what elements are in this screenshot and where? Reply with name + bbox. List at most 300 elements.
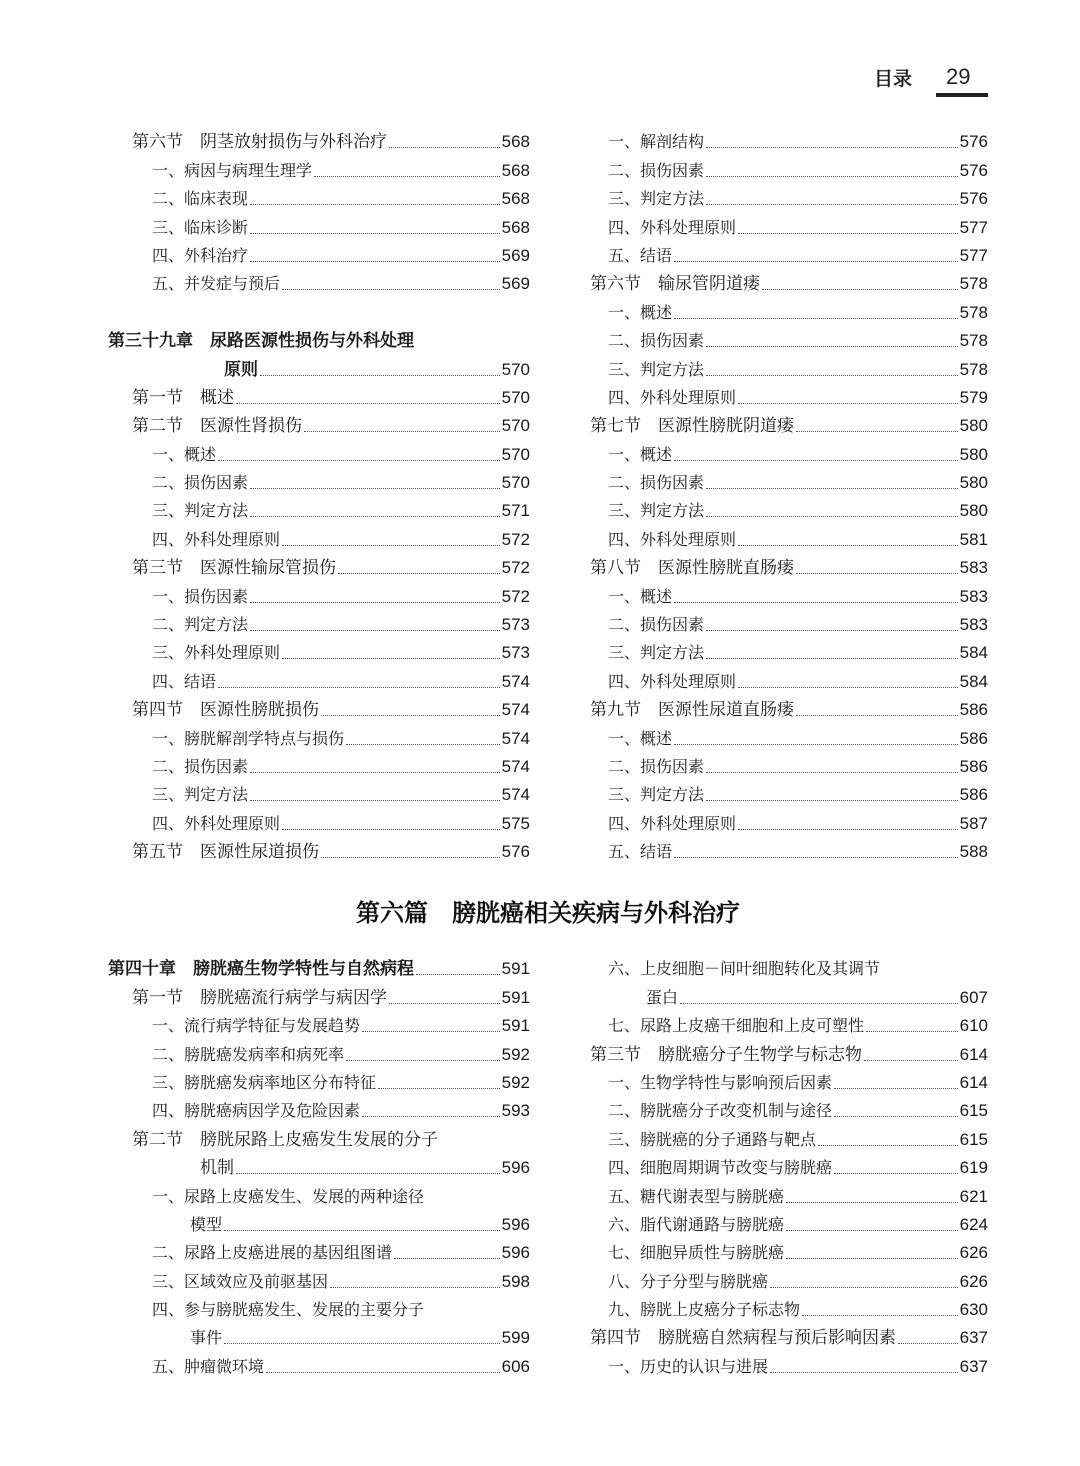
toc-entry-title: 一、病因与病理生理学 <box>152 160 313 180</box>
toc-page-number: 573 <box>501 615 530 635</box>
toc-entry-title: 三、判定方法 <box>152 785 249 805</box>
toc-page-number: 598 <box>501 1271 530 1291</box>
toc-page-number: 574 <box>501 671 530 691</box>
toc-item <box>590 777 988 805</box>
toc-item <box>108 1348 530 1376</box>
dot-leader <box>416 974 500 975</box>
dot-leader <box>250 630 500 631</box>
toc-page-number: 588 <box>959 842 988 862</box>
toc-page-number: 619 <box>959 1158 988 1178</box>
toc-item <box>590 607 988 635</box>
toc-item <box>108 266 530 294</box>
toc-item <box>590 152 988 180</box>
toc-entry-title: 五、肿瘤微环境 <box>152 1356 265 1376</box>
dot-leader <box>706 800 958 801</box>
toc-page-number: 584 <box>959 643 988 663</box>
toc-entry-title: 五、糖代谢表型与膀胱癌 <box>608 1186 785 1206</box>
toc-section <box>590 692 988 720</box>
toc-page-number: 614 <box>959 1072 988 1092</box>
toc-section-continuation <box>108 1150 530 1178</box>
toc-item <box>108 238 530 266</box>
toc-page-number: 615 <box>959 1129 988 1149</box>
toc-entry-title: 六、上皮细胞－间叶细胞转化及其调节 <box>608 959 881 979</box>
toc-entry-title: 第九节 医源性尿道直肠瘘 <box>590 700 794 721</box>
dot-leader <box>674 857 958 858</box>
toc-page-number: 580 <box>959 416 988 436</box>
toc-item <box>590 521 988 549</box>
toc-chapter <box>108 951 530 979</box>
dot-leader <box>236 1173 500 1174</box>
dot-leader <box>898 1343 958 1344</box>
dot-leader <box>796 431 958 432</box>
toc-item <box>108 1263 530 1291</box>
toc-page-number: 571 <box>501 501 530 521</box>
dot-leader <box>706 176 958 177</box>
dot-leader <box>770 1287 958 1288</box>
dot-leader <box>762 289 958 290</box>
toc-entry-title: 九、膀胱上皮癌分子标志物 <box>608 1300 801 1320</box>
toc-entry-title: 第四十章 膀胱癌生物学特性与自然病程 <box>108 959 414 980</box>
toc-entry-title: 第四节 医源性膀胱损伤 <box>132 700 319 721</box>
toc-section <box>108 1121 530 1149</box>
toc-item <box>108 1178 530 1206</box>
toc-entry-title: 第一节 膀胱癌流行病学与病因学 <box>132 987 387 1008</box>
toc-entry-title: 第六节 输尿管阴道瘘 <box>590 274 760 295</box>
toc-page-number: 606 <box>501 1356 530 1376</box>
toc-column-bottom-right <box>590 951 988 1377</box>
toc-entry-title: 一、概述 <box>152 444 217 464</box>
dot-leader <box>706 772 958 773</box>
toc-entry-title: 一、膀胱解剖学特点与损伤 <box>152 728 345 748</box>
toc-section <box>590 1036 988 1064</box>
toc-item <box>590 351 988 379</box>
toc-page-number: 596 <box>501 1158 530 1178</box>
toc-page-number: 569 <box>501 274 530 294</box>
dot-leader <box>224 1230 500 1231</box>
toc-entry-title: 二、损伤因素 <box>608 160 705 180</box>
toc-item <box>108 805 530 833</box>
toc-entry-title: 第四节 膀胱癌自然病程与预后影响因素 <box>590 1328 896 1349</box>
toc-entry-title: 五、并发症与预后 <box>152 274 281 294</box>
toc-entry-title: 事件 <box>190 1328 223 1348</box>
toc-item <box>590 635 988 663</box>
dot-leader <box>834 1116 958 1117</box>
toc-entry-title: 三、判定方法 <box>608 643 705 663</box>
toc-entry-title: 二、判定方法 <box>152 615 249 635</box>
toc-entry-title: 三、外科处理原则 <box>152 643 281 663</box>
toc-page-number: 572 <box>501 558 530 578</box>
toc-entry-title: 一、解剖结构 <box>608 132 705 152</box>
toc-item <box>590 1178 988 1206</box>
toc-section <box>108 692 530 720</box>
dot-leader <box>706 516 958 517</box>
toc-entry-title: 第一节 概述 <box>132 387 234 408</box>
toc-page-number: 578 <box>959 302 988 322</box>
dot-leader <box>706 375 958 376</box>
toc-entry-title: 一、概述 <box>608 586 673 606</box>
toc-page-number: 568 <box>501 217 530 237</box>
toc-item <box>108 607 530 635</box>
toc-entry-title: 四、细胞周期调节改变与膀胱癌 <box>608 1158 833 1178</box>
toc-page-number: 596 <box>501 1214 530 1234</box>
toc-entry-title: 第七节 医源性膀胱阴道瘘 <box>590 416 794 437</box>
toc-item <box>590 1150 988 1178</box>
toc-entry-title: 三、判定方法 <box>152 501 249 521</box>
toc-item-continuation <box>590 979 988 1007</box>
toc-entry-title: 模型 <box>190 1214 223 1234</box>
toc-entry-title: 四、外科处理原则 <box>608 529 737 549</box>
dot-leader <box>250 488 500 489</box>
toc-item <box>590 1121 988 1149</box>
toc-page-number: 615 <box>959 1101 988 1121</box>
page-number: 29 <box>946 64 971 89</box>
toc-page-number: 576 <box>501 842 530 862</box>
dot-leader <box>282 545 500 546</box>
toc-item <box>590 1065 988 1093</box>
toc-page-number: 568 <box>501 160 530 180</box>
toc-page-number: 586 <box>959 756 988 776</box>
toc-entry-title: 第三节 医源性输尿管损伤 <box>132 558 336 579</box>
toc-item <box>590 578 988 606</box>
toc-column-bottom-left <box>108 951 530 1377</box>
dot-leader <box>802 1315 958 1316</box>
toc-page-number: 626 <box>959 1271 988 1291</box>
toc-section <box>590 550 988 578</box>
toc-entry-title: 三、临床诊断 <box>152 217 249 237</box>
toc-entry-title: 一、损伤因素 <box>152 586 249 606</box>
toc-item <box>108 1065 530 1093</box>
toc-item <box>108 1235 530 1263</box>
toc-item <box>108 152 530 180</box>
toc-page-number: 574 <box>501 785 530 805</box>
toc-item <box>590 720 988 748</box>
dot-leader <box>346 744 500 745</box>
toc-item <box>108 1093 530 1121</box>
toc-item <box>108 1008 530 1036</box>
toc-entry-title: 三、膀胱癌发病率地区分布特征 <box>152 1072 377 1092</box>
toc-item <box>590 124 988 152</box>
dot-leader <box>738 233 958 234</box>
toc-entry-title: 第三十九章 尿路医源性损伤与外科处理 <box>108 331 414 352</box>
toc-section <box>590 266 988 294</box>
toc-page-number: 581 <box>959 529 988 549</box>
toc-item <box>590 834 988 862</box>
dot-leader <box>786 1202 958 1203</box>
dot-leader <box>706 630 958 631</box>
toc-page-number: 591 <box>501 959 530 979</box>
dot-leader <box>314 176 500 177</box>
toc-entry-title: 四、外科处理原则 <box>608 671 737 691</box>
toc-section <box>108 124 530 152</box>
toc-page-number: 624 <box>959 1214 988 1234</box>
toc-entry-title: 四、膀胱癌病因学及危险因素 <box>152 1101 361 1121</box>
toc-section <box>590 1320 988 1348</box>
toc-page-number: 583 <box>959 615 988 635</box>
dot-leader <box>796 573 958 574</box>
toc-gap <box>108 294 530 322</box>
toc-page-number: 626 <box>959 1243 988 1263</box>
toc-item <box>590 493 988 521</box>
toc-entry-title: 三、判定方法 <box>608 501 705 521</box>
dot-leader <box>674 261 958 262</box>
toc-page-number: 596 <box>501 1243 530 1263</box>
toc-entry-title: 二、膀胱癌分子改变机制与途径 <box>608 1101 833 1121</box>
dot-leader <box>250 204 500 205</box>
toc-item <box>108 749 530 777</box>
toc-item <box>108 209 530 237</box>
toc-page-number: 577 <box>959 245 988 265</box>
toc-item <box>108 465 530 493</box>
dot-leader <box>266 1372 500 1373</box>
dot-leader <box>378 1088 500 1089</box>
toc-page-number: 583 <box>959 586 988 606</box>
toc-page-number: 621 <box>959 1186 988 1206</box>
toc-item-continuation <box>108 1320 530 1348</box>
toc-entry-title: 第五节 医源性尿道损伤 <box>132 842 319 863</box>
toc-page-number: 607 <box>959 987 988 1007</box>
toc-item <box>590 294 988 322</box>
dot-leader <box>338 573 500 574</box>
toc-entry-title: 四、外科处理原则 <box>608 217 737 237</box>
toc-entry-title: 二、损伤因素 <box>608 615 705 635</box>
toc-section <box>108 979 530 1007</box>
toc-item <box>590 663 988 691</box>
dot-leader <box>346 1060 500 1061</box>
dot-leader <box>224 1343 500 1344</box>
toc-entry-title: 七、尿路上皮癌干细胞和上皮可塑性 <box>608 1016 865 1036</box>
toc-page-number: 579 <box>959 387 988 407</box>
toc-page-number: 576 <box>959 132 988 152</box>
toc-item <box>590 1292 988 1320</box>
toc-page-number: 591 <box>501 1016 530 1036</box>
toc-item <box>108 663 530 691</box>
toc-page-number: 580 <box>959 501 988 521</box>
dot-leader <box>864 1060 958 1061</box>
dot-leader <box>786 1230 958 1231</box>
dot-leader <box>738 545 958 546</box>
toc-entry-title: 五、结语 <box>608 842 673 862</box>
toc-entry-title: 二、尿路上皮癌进展的基因组图谱 <box>152 1243 393 1263</box>
toc-page-number: 587 <box>959 813 988 833</box>
toc-page-number: 637 <box>959 1328 988 1348</box>
toc-entry-title: 四、外科处理原则 <box>608 813 737 833</box>
toc-item <box>590 209 988 237</box>
toc-page-number: 576 <box>959 160 988 180</box>
toc-entry-title: 三、判定方法 <box>608 189 705 209</box>
toc-page-number: 592 <box>501 1044 530 1064</box>
toc-entry-title: 二、损伤因素 <box>152 756 249 776</box>
toc-entry-title: 一、概述 <box>608 302 673 322</box>
toc-entry-title: 第三节 膀胱癌分子生物学与标志物 <box>590 1044 862 1065</box>
dot-leader <box>330 1287 500 1288</box>
toc-item-continuation <box>108 1207 530 1235</box>
toc-section <box>108 380 530 408</box>
toc-page-number: 570 <box>501 416 530 436</box>
dot-leader <box>674 460 958 461</box>
dot-leader <box>786 1258 958 1259</box>
toc-item <box>108 635 530 663</box>
toc-entry-title: 原则 <box>224 359 258 380</box>
dot-leader <box>834 1088 958 1089</box>
toc-page-number: 573 <box>501 643 530 663</box>
dot-leader <box>236 403 500 404</box>
toc-entry-title: 三、膀胱癌的分子通路与靶点 <box>608 1129 817 1149</box>
toc-item <box>108 1036 530 1064</box>
toc-entry-title: 四、结语 <box>152 671 217 691</box>
toc-section <box>108 834 530 862</box>
toc-item <box>108 777 530 805</box>
toc-entry-title: 一、概述 <box>608 444 673 464</box>
toc-item <box>108 521 530 549</box>
dot-leader <box>674 318 958 319</box>
toc-entry-title: 三、判定方法 <box>608 359 705 379</box>
dot-leader <box>250 516 500 517</box>
toc-page-number: 569 <box>501 245 530 265</box>
toc-page-number: 577 <box>959 217 988 237</box>
toc-column-top-right <box>590 124 988 862</box>
toc-section <box>108 408 530 436</box>
toc-page-number: 614 <box>959 1044 988 1064</box>
dot-leader <box>250 772 500 773</box>
toc-item <box>590 465 988 493</box>
dot-leader <box>389 147 500 148</box>
toc-page-number: 586 <box>959 700 988 720</box>
dot-leader <box>321 857 500 858</box>
dot-leader <box>738 403 958 404</box>
toc-item <box>590 181 988 209</box>
dot-leader <box>796 715 958 716</box>
dot-leader <box>218 460 500 461</box>
toc-item <box>590 323 988 351</box>
toc-section <box>590 408 988 436</box>
toc-entry-title: 四、外科处理原则 <box>608 387 737 407</box>
dot-leader <box>250 602 500 603</box>
toc-page-number: 574 <box>501 728 530 748</box>
toc-entry-title: 七、细胞异质性与膀胱癌 <box>608 1243 785 1263</box>
toc-entry-title: 五、结语 <box>608 245 673 265</box>
dot-leader <box>674 602 958 603</box>
toc-page-number: 583 <box>959 558 988 578</box>
toc-page-number: 570 <box>501 359 530 379</box>
toc-page-number: 599 <box>501 1328 530 1348</box>
toc-entry-title: 二、损伤因素 <box>608 756 705 776</box>
dot-leader <box>770 1372 958 1373</box>
toc-page-number: 572 <box>501 586 530 606</box>
toc-page-number: 637 <box>959 1356 988 1376</box>
toc-item <box>590 1235 988 1263</box>
toc-item <box>590 1008 988 1036</box>
toc-item <box>108 1292 530 1320</box>
dot-leader <box>389 1003 500 1004</box>
toc-page-number: 572 <box>501 529 530 549</box>
toc-page-number: 592 <box>501 1072 530 1092</box>
toc-page-number: 570 <box>501 473 530 493</box>
toc-page-number: 580 <box>959 444 988 464</box>
toc-entry-title: 第六节 阴茎放射损伤与外科治疗 <box>132 132 387 153</box>
toc-page-number: 575 <box>501 813 530 833</box>
toc-page-number: 586 <box>959 785 988 805</box>
dot-leader <box>706 204 958 205</box>
toc-entry-title: 四、外科处理原则 <box>152 529 281 549</box>
toc-entry-title: 二、损伤因素 <box>608 473 705 493</box>
toc-page-number: 578 <box>959 274 988 294</box>
toc-item <box>108 181 530 209</box>
toc-entry-title: 八、分子分型与膀胱癌 <box>608 1271 769 1291</box>
toc-item <box>108 436 530 464</box>
toc-entry-title: 二、损伤因素 <box>152 473 249 493</box>
part-title: 第六篇 膀胱癌相关疾病与外科治疗 <box>356 899 740 927</box>
dot-leader <box>250 233 500 234</box>
toc-item <box>590 1263 988 1291</box>
dot-leader <box>738 687 958 688</box>
header-rule <box>936 93 988 97</box>
toc-entry-title: 三、区域效应及前驱基因 <box>152 1271 329 1291</box>
toc-entry-title: 四、参与膀胱癌发生、发展的主要分子 <box>152 1300 425 1320</box>
toc-section <box>108 550 530 578</box>
dot-leader <box>304 431 500 432</box>
toc-page-number: 584 <box>959 671 988 691</box>
toc-entry-title: 机制 <box>200 1158 234 1179</box>
toc-entry-title: 一、生物学特性与影响预后因素 <box>608 1072 833 1092</box>
toc-page-number: 580 <box>959 473 988 493</box>
toc-page-number: 578 <box>959 331 988 351</box>
dot-leader <box>680 1003 958 1004</box>
toc-item <box>108 720 530 748</box>
toc-page-number: 568 <box>501 189 530 209</box>
toc-page-number: 574 <box>501 756 530 776</box>
toc-item <box>590 1348 988 1376</box>
dot-leader <box>834 1173 958 1174</box>
toc-item <box>590 805 988 833</box>
toc-page-number: 578 <box>959 359 988 379</box>
toc-entry-title: 一、历史的认识与进展 <box>608 1356 769 1376</box>
toc-page-number: 593 <box>501 1101 530 1121</box>
dot-leader <box>706 346 958 347</box>
dot-leader <box>674 744 958 745</box>
dot-leader <box>866 1031 958 1032</box>
toc-column-top-left <box>108 124 530 862</box>
dot-leader <box>706 147 958 148</box>
toc-item <box>590 1093 988 1121</box>
running-header-title: 目录 <box>874 68 913 90</box>
toc-entry-title: 第二节 医源性肾损伤 <box>132 416 302 437</box>
toc-page-number: 610 <box>959 1016 988 1036</box>
toc-entry-title: 二、膀胱癌发病率和病死率 <box>152 1044 345 1064</box>
dot-leader <box>250 800 500 801</box>
toc-page-number: 570 <box>501 444 530 464</box>
toc-entry-title: 蛋白 <box>646 987 679 1007</box>
dot-leader <box>394 1258 500 1259</box>
toc-entry-title: 第八节 医源性膀胱直肠瘘 <box>590 558 794 579</box>
dot-leader <box>218 687 500 688</box>
dot-leader <box>260 375 500 376</box>
toc-entry-title: 六、脂代谢通路与膀胱癌 <box>608 1214 785 1234</box>
dot-leader <box>282 658 500 659</box>
toc-item <box>590 1207 988 1235</box>
dot-leader <box>362 1031 500 1032</box>
toc-entry-title: 一、流行病学特征与发展趋势 <box>152 1016 361 1036</box>
toc-entry-title: 第二节 膀胱尿路上皮癌发生发展的分子 <box>132 1129 438 1150</box>
dot-leader <box>321 715 500 716</box>
dot-leader <box>706 658 958 659</box>
toc-entry-title: 四、外科处理原则 <box>152 813 281 833</box>
toc-page-number: 574 <box>501 700 530 720</box>
toc-entry-title: 四、外科治疗 <box>152 245 249 265</box>
toc-page-number: 586 <box>959 728 988 748</box>
dot-leader <box>250 261 500 262</box>
dot-leader <box>818 1145 958 1146</box>
toc-page-number: 630 <box>959 1300 988 1320</box>
